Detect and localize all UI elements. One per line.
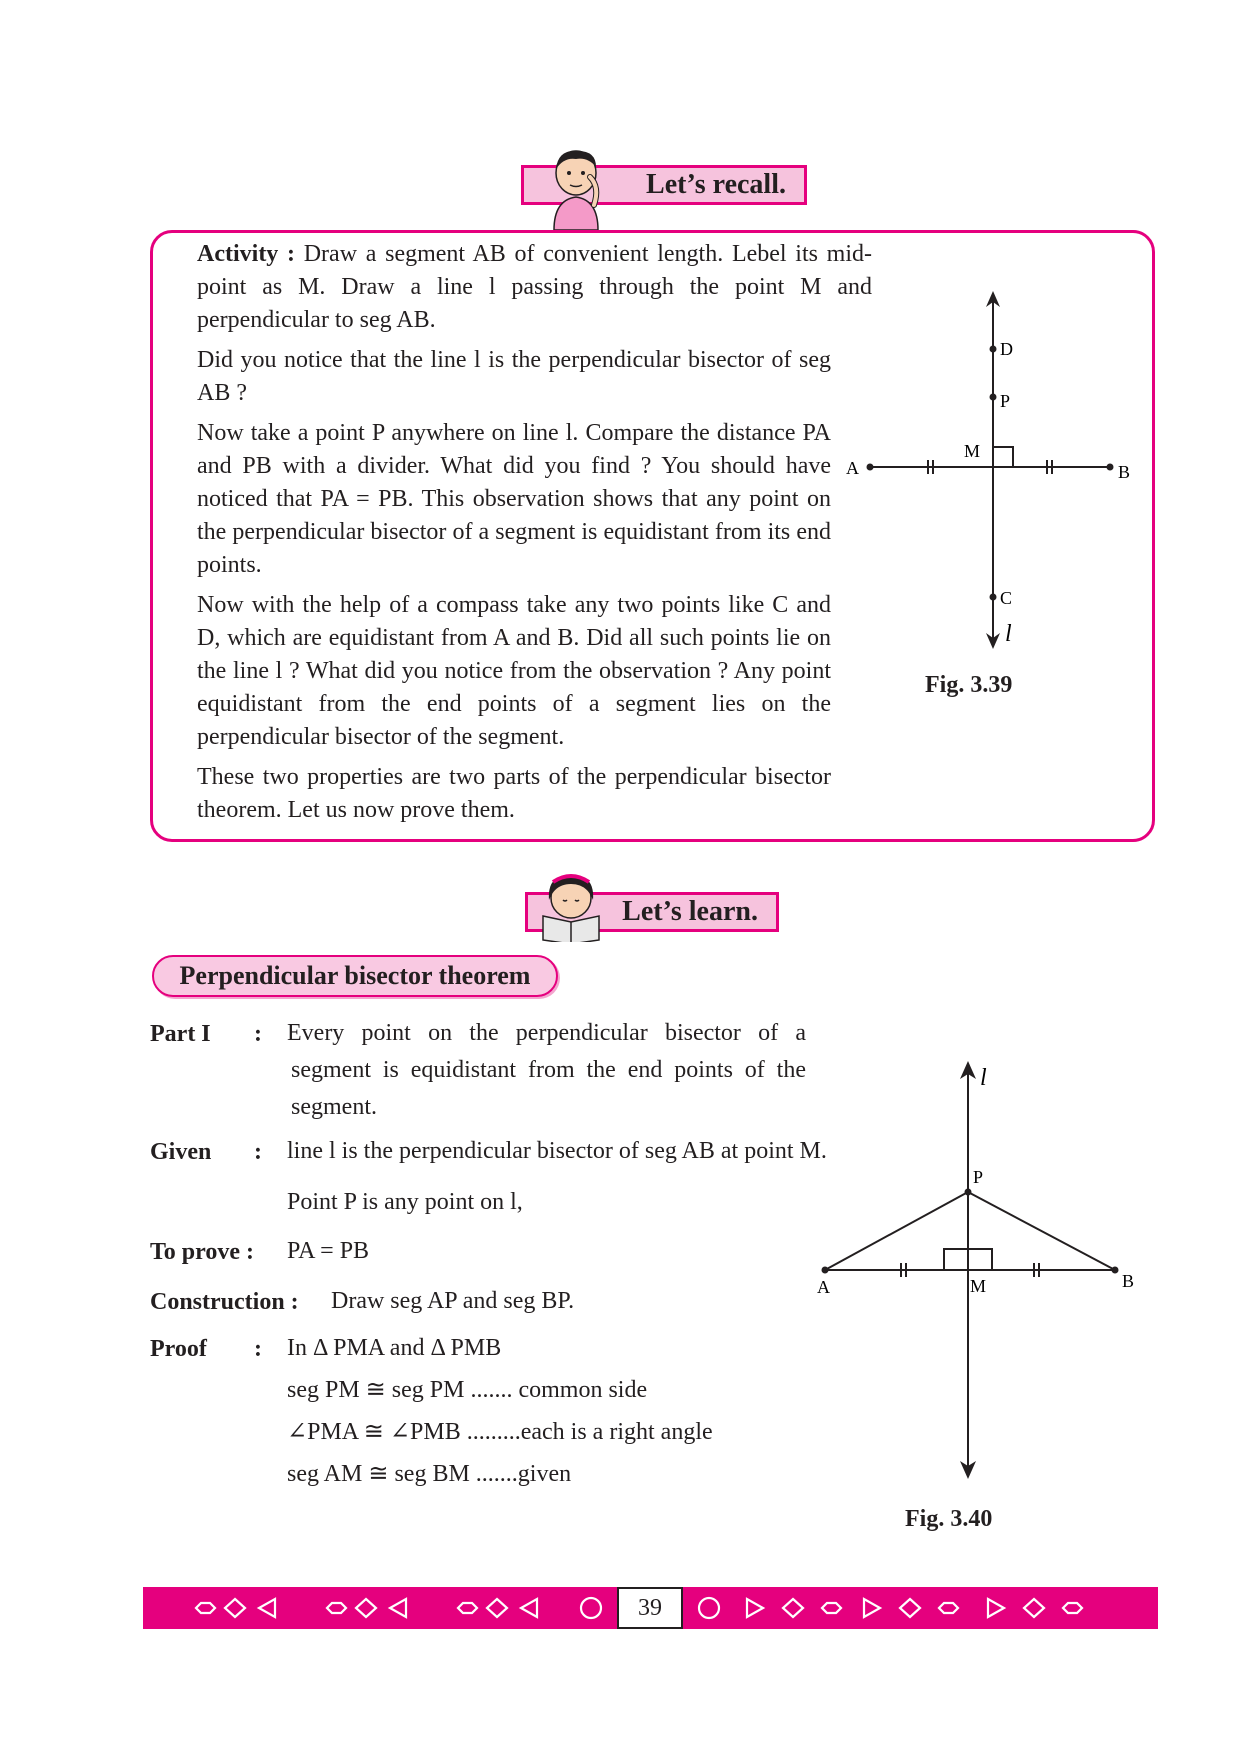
hexagon-icon bbox=[327, 1603, 346, 1613]
hexagon-icon bbox=[939, 1603, 958, 1613]
construction-label: Construction : bbox=[150, 1289, 299, 1315]
activity-paragraph-1 bbox=[156, 238, 872, 337]
to-prove-text: PA = PB bbox=[287, 1238, 370, 1264]
given-colon: : bbox=[254, 1139, 262, 1165]
triangle-left-icon bbox=[390, 1599, 406, 1617]
given-label: Given bbox=[150, 1139, 212, 1165]
activity-paragraph-3: Now take a point P anywhere on line l. Compare the distance PA and PB with a divider. What did you find ? You should have noticed that PA = PB. This observation shows that any point on the perpendicular bisector of a segment is equidistant from its end points. bbox=[197, 420, 831, 578]
activity-paragraph-5: These two properties are two parts of the perpendicular bisector theorem. Let us now prove them. bbox=[197, 764, 831, 823]
thinking-boy-icon bbox=[540, 145, 612, 230]
part-1-label: Part I bbox=[150, 1021, 211, 1047]
fig339-label-d: D bbox=[1000, 339, 1013, 359]
fig339-label-b: B bbox=[1118, 462, 1131, 482]
diamond-icon bbox=[900, 1599, 920, 1617]
fig339-label-l: l bbox=[1005, 621, 1012, 647]
diamond-icon bbox=[1024, 1599, 1044, 1617]
given-line-2: Point P is any point on l, bbox=[287, 1189, 523, 1215]
hexagon-icon bbox=[458, 1603, 477, 1613]
fig339-label-a: A bbox=[846, 458, 859, 478]
fig-3-39-caption: Fig. 3.39 bbox=[925, 672, 1013, 698]
proof-line-2: seg PM ≅ seg PM ....... common side bbox=[287, 1377, 648, 1403]
fig-3-40-caption: Fig. 3.40 bbox=[905, 1506, 993, 1532]
diamond-icon bbox=[356, 1599, 376, 1617]
fig340-label-p: P bbox=[973, 1167, 984, 1187]
fig340-label-m: M bbox=[970, 1276, 987, 1296]
construction-text: Draw seg AP and seg BP. bbox=[331, 1288, 575, 1314]
theorem-title: Perpendicular bisector theorem bbox=[179, 961, 531, 990]
fig339-label-c: C bbox=[1000, 588, 1013, 608]
page-number bbox=[617, 1587, 683, 1629]
proof-line-4: seg AM ≅ seg BM .......given bbox=[287, 1461, 572, 1487]
proof-line-3: ∠PMA ≅ ∠PMB .........each is a right angle bbox=[287, 1419, 713, 1445]
hexagon-icon bbox=[822, 1603, 841, 1613]
fig339-label-m: M bbox=[964, 441, 981, 461]
reading-girl-icon bbox=[535, 872, 607, 942]
triangle-left-icon bbox=[259, 1599, 275, 1617]
diamond-icon bbox=[783, 1599, 803, 1617]
lets-recall-title: Let’s recall. bbox=[646, 169, 786, 200]
activity-paragraph-4: Now with the help of a compass take any two points like C and D, which are equidistant from A and B. Did all such points lie on the line l ? What did you notice from the observation ? Any point equidistant from the end points of a segment lies on the perpendicular bisector of the segment. bbox=[197, 592, 831, 750]
triangle-right-icon bbox=[747, 1599, 763, 1617]
diamond-icon bbox=[225, 1599, 245, 1617]
part-1-colon: : bbox=[254, 1021, 262, 1047]
diamond-icon bbox=[487, 1599, 507, 1617]
proof-label: Proof bbox=[150, 1336, 207, 1362]
part-1-text: Every point on the perpendicular bisector of a segment is equidistant from the end points of the segment. bbox=[287, 1020, 806, 1120]
hexagon-icon bbox=[1063, 1603, 1082, 1613]
figure-3-39 bbox=[840, 285, 1140, 665]
activity-paragraph-2: Did you notice that the line l is the perpendicular bisector of seg AB ? bbox=[197, 347, 831, 406]
given-line-1: line l is the perpendicular bisector of seg AB at point M. bbox=[287, 1138, 827, 1164]
circle-icon bbox=[581, 1598, 601, 1618]
triangle-left-icon bbox=[521, 1599, 537, 1617]
fig339-label-p: P bbox=[1000, 391, 1011, 411]
triangle-right-icon bbox=[988, 1599, 1004, 1617]
page-number-text: 39 bbox=[638, 1594, 662, 1621]
figure-3-40 bbox=[800, 1055, 1145, 1490]
lets-learn-title: Let’s learn. bbox=[622, 896, 758, 927]
proof-line-1: In Δ PMA and Δ PMB bbox=[287, 1335, 502, 1361]
fig340-label-l: l bbox=[980, 1065, 987, 1091]
fig340-label-b: B bbox=[1122, 1271, 1135, 1291]
activity-label: Activity : bbox=[197, 241, 296, 267]
theorem-heading bbox=[152, 955, 558, 997]
proof-colon: : bbox=[254, 1336, 262, 1362]
hexagon-icon bbox=[196, 1603, 215, 1613]
fig340-label-a: A bbox=[817, 1277, 830, 1297]
triangle-right-icon bbox=[864, 1599, 880, 1617]
to-prove-label: To prove : bbox=[150, 1239, 255, 1265]
circle-icon bbox=[699, 1598, 719, 1618]
activity-text-1: Draw a segment AB of convenient length. Lebel its mid-point as M. Draw a line l passing through the point M and perpendicular to seg AB. bbox=[197, 241, 872, 333]
